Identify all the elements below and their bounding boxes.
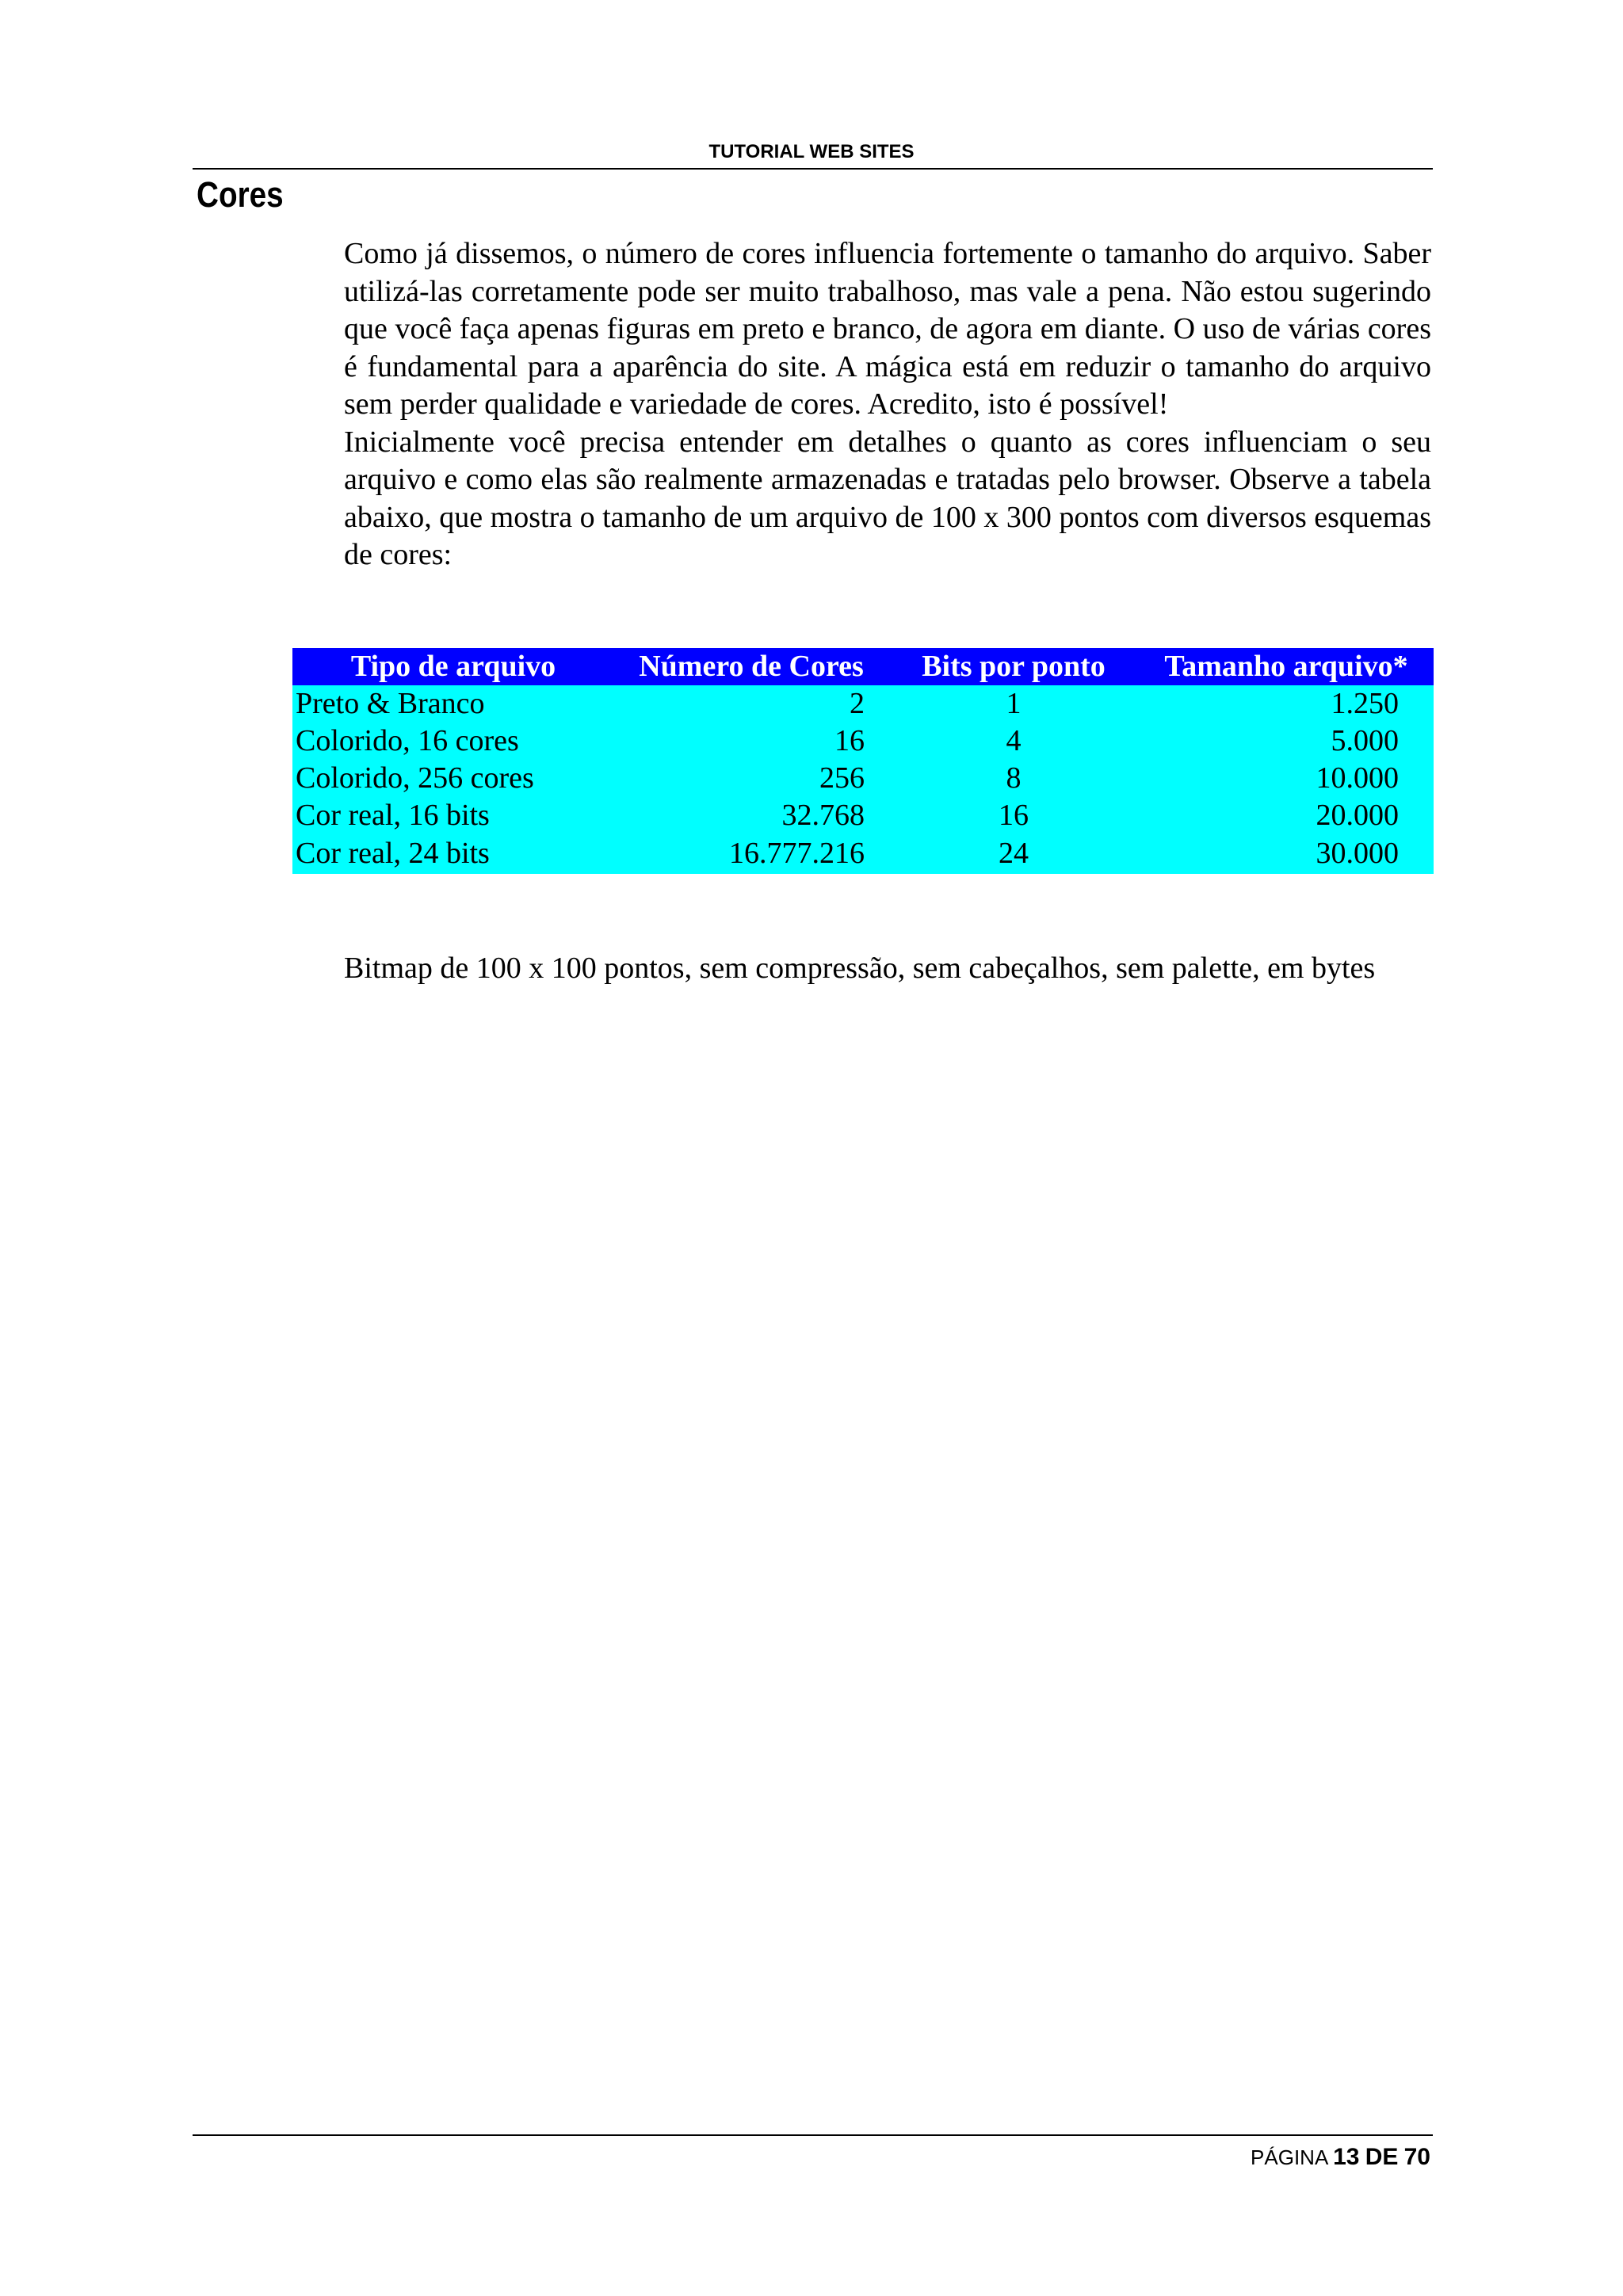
current-page-number: 13	[1333, 2144, 1360, 2170]
cell-tamanho: 1.250	[1139, 685, 1434, 723]
table-footnote: Bitmap de 100 x 100 pontos, sem compressão, sem cabeçalhos, sem palette, em bytes	[344, 952, 1376, 985]
page-number	[1251, 2144, 1430, 2171]
column-header-tamanho: Tamanho arquivo*	[1139, 648, 1434, 685]
running-header-title: TUTORIAL WEB SITES	[708, 141, 915, 162]
column-header-numero-cores: Número de Cores	[614, 648, 888, 685]
data-table	[292, 648, 1434, 874]
footer-rule	[193, 2134, 1433, 2136]
table-row	[292, 834, 1434, 874]
cell-numero-cores: 16.777.216	[614, 834, 888, 874]
cell-bits: 16	[888, 797, 1139, 834]
section-heading: Cores	[197, 174, 284, 215]
cell-tipo: Preto & Branco	[292, 685, 614, 723]
table-row	[292, 685, 1434, 723]
column-header-tipo: Tipo de arquivo	[292, 648, 614, 685]
cell-numero-cores: 2	[614, 685, 888, 723]
color-table	[292, 648, 1434, 874]
total-pages: 70	[1403, 2144, 1430, 2170]
cell-bits: 24	[888, 834, 1139, 874]
paragraph-2: Inicialmente você precisa entender em detalhes o quanto as cores influenciam o seu arquivo e como elas são realmente armazenadas e tratadas pelo browser. Observe a tabela abaixo, que mostra o tamanho de um arquivo de 100 x 300 pontos com diversos esquemas de cores:	[344, 425, 1431, 571]
cell-tamanho: 20.000	[1139, 797, 1434, 834]
paragraph-1: Como já dissemos, o número de cores influencia fortemente o tamanho do arquivo. Saber utilizá-las corretamente pode ser muito trabalhoso, mas vale a pena. Não estou sugerindo que você faça apenas figuras em preto e branco, de agora em diante. O uso de várias cores é fundamental para a aparência do site. A mágica está em reduzir o tamanho do arquivo sem perder qualidade e variedade de cores. Acredito, isto é possível!	[344, 237, 1431, 421]
table-row	[292, 760, 1434, 797]
cell-numero-cores: 16	[614, 723, 888, 760]
cell-tamanho: 5.000	[1139, 723, 1434, 760]
body-text	[344, 235, 1431, 574]
table-header-row	[292, 648, 1434, 685]
cell-numero-cores: 32.768	[614, 797, 888, 834]
cell-tamanho: 30.000	[1139, 834, 1434, 874]
cell-bits: 4	[888, 723, 1139, 760]
page-label: PÁGINA	[1251, 2145, 1327, 2169]
cell-bits: 1	[888, 685, 1139, 723]
cell-tipo: Colorido, 256 cores	[292, 760, 614, 797]
cell-tipo: Cor real, 16 bits	[292, 797, 614, 834]
cell-tipo: Colorido, 16 cores	[292, 723, 614, 760]
cell-numero-cores: 256	[614, 760, 888, 797]
table-row	[292, 723, 1434, 760]
cell-tipo: Cor real, 24 bits	[292, 834, 614, 874]
cell-bits: 8	[888, 760, 1139, 797]
column-header-bits: Bits por ponto	[888, 648, 1139, 685]
cell-tamanho: 10.000	[1139, 760, 1434, 797]
of-label: DE	[1365, 2144, 1399, 2170]
header-rule	[193, 168, 1433, 170]
table-row	[292, 797, 1434, 834]
